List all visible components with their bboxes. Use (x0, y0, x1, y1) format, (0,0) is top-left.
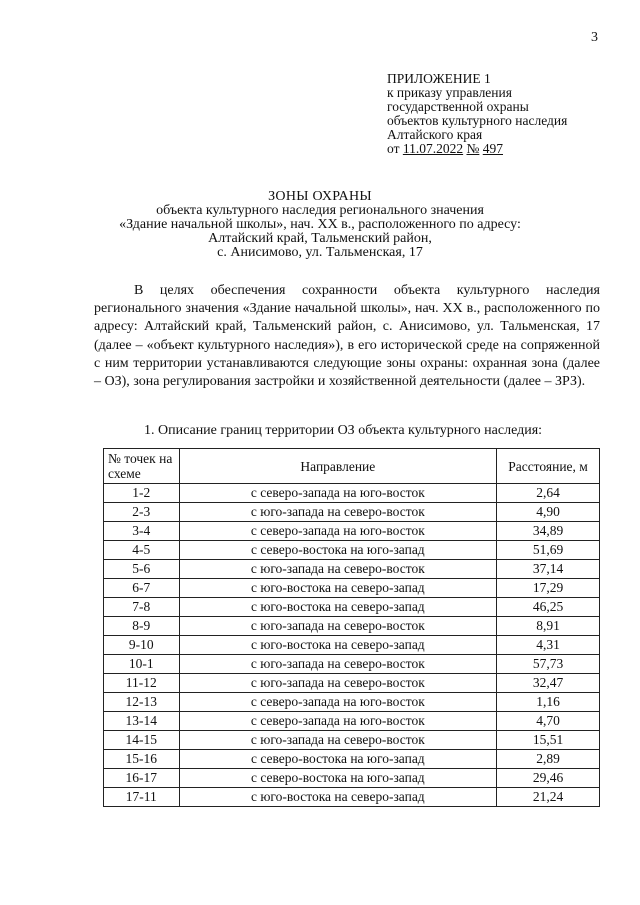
cell-direction: с юго-востока на северо-запад (179, 579, 496, 598)
appendix-title: ПРИЛОЖЕНИЕ 1 (387, 71, 491, 86)
cell-distance: 46,25 (497, 598, 600, 617)
cell-distance: 1,16 (497, 693, 600, 712)
cell-points: 4-5 (104, 541, 180, 560)
title-line: Алтайский край, Тальменский район, (208, 231, 432, 246)
document-title (0, 190, 640, 260)
cell-distance: 4,31 (497, 636, 600, 655)
cell-points: 5-6 (104, 560, 180, 579)
cell-distance: 15,51 (497, 731, 600, 750)
table-row (104, 598, 600, 617)
cell-direction: с юго-востока на северо-запад (179, 788, 496, 807)
cell-points: 11-12 (104, 674, 180, 693)
cell-direction: с северо-запада на юго-восток (179, 693, 496, 712)
cell-points: 14-15 (104, 731, 180, 750)
table-row (104, 712, 600, 731)
appendix-block (387, 72, 567, 156)
appendix-date-line (387, 142, 567, 156)
cell-distance: 4,90 (497, 503, 600, 522)
header-points: № точек на схеме (104, 449, 180, 484)
cell-direction: с юго-востока на северо-запад (179, 636, 496, 655)
paragraph-text: В целях обеспечения сохранности объекта культурного наследия регионального значения «Здание начальной школы», нач. XX в., расположенного по адресу: Алтайский край, Тальменский район, с. Анисимово, ул. Тальменская, 17 (далее – «объект культурного наследия»), в его исторической среде на сопряженной с ним территории устанавливаются следующие зоны охраны: охранная зона (далее – ОЗ), зона регулирования застройки и хозяйственной деятельности (далее – ЗРЗ). (94, 283, 600, 390)
table-row (104, 731, 600, 750)
cell-points: 7-8 (104, 598, 180, 617)
appendix-line: Алтайского края (387, 127, 483, 142)
header-direction: Направление (179, 449, 496, 484)
cell-direction: с северо-запада на юго-восток (179, 522, 496, 541)
cell-direction: с северо-востока на юго-запад (179, 541, 496, 560)
title-line: с. Анисимово, ул. Тальменская, 17 (217, 245, 423, 260)
table-row (104, 484, 600, 503)
cell-points: 12-13 (104, 693, 180, 712)
page-number: 3 (591, 30, 598, 45)
cell-direction: с юго-запада на северо-восток (179, 503, 496, 522)
cell-points: 10-1 (104, 655, 180, 674)
table-row (104, 503, 600, 522)
cell-direction: с юго-запада на северо-восток (179, 731, 496, 750)
cell-distance: 57,73 (497, 655, 600, 674)
table-header-row (104, 449, 600, 484)
table-row (104, 674, 600, 693)
cell-direction: с северо-востока на юго-запад (179, 769, 496, 788)
cell-direction: с юго-востока на северо-запад (179, 598, 496, 617)
title-heading: ЗОНЫ ОХРАНЫ (268, 189, 372, 204)
table-row (104, 560, 600, 579)
table-row (104, 541, 600, 560)
cell-points: 13-14 (104, 712, 180, 731)
cell-direction: с северо-запада на юго-восток (179, 712, 496, 731)
cell-distance: 34,89 (497, 522, 600, 541)
title-line: объекта культурного наследия регионального значения (156, 203, 484, 218)
cell-points: 8-9 (104, 617, 180, 636)
cell-direction: с юго-запада на северо-восток (179, 617, 496, 636)
order-number: 497 (482, 141, 503, 156)
date-prefix: от (387, 141, 400, 156)
appendix-line: к приказу управления (387, 85, 512, 100)
table-row (104, 788, 600, 807)
cell-points: 6-7 (104, 579, 180, 598)
table-row (104, 617, 600, 636)
table-row (104, 769, 600, 788)
cell-distance: 4,70 (497, 712, 600, 731)
cell-points: 17-11 (104, 788, 180, 807)
cell-distance: 2,89 (497, 750, 600, 769)
cell-points: 1-2 (104, 484, 180, 503)
cell-points: 16-17 (104, 769, 180, 788)
cell-direction: с северо-запада на юго-восток (179, 484, 496, 503)
header-distance: Расстояние, м (497, 449, 600, 484)
cell-direction: с юго-запада на северо-восток (179, 674, 496, 693)
cell-points: 3-4 (104, 522, 180, 541)
appendix-line: объектов культурного наследия (387, 113, 568, 128)
table-row (104, 693, 600, 712)
title-line: «Здание начальной школы», нач. XX в., расположенного по адресу: (119, 217, 521, 232)
cell-distance: 51,69 (497, 541, 600, 560)
number-prefix: № (466, 141, 480, 156)
table-row (104, 655, 600, 674)
cell-distance: 29,46 (497, 769, 600, 788)
cell-direction: с юго-запада на северо-восток (179, 655, 496, 674)
table-row (104, 579, 600, 598)
cell-direction: с юго-запада на северо-восток (179, 560, 496, 579)
cell-direction: с северо-востока на юго-запад (179, 750, 496, 769)
intro-paragraph (94, 282, 600, 391)
cell-distance: 8,91 (497, 617, 600, 636)
cell-distance: 21,24 (497, 788, 600, 807)
cell-distance: 32,47 (497, 674, 600, 693)
table-row (104, 750, 600, 769)
cell-points: 2-3 (104, 503, 180, 522)
appendix-line: государственной охраны (387, 99, 529, 114)
table-row (104, 636, 600, 655)
section-title: 1. Описание границ территории ОЗ объекта культурного наследия: (144, 423, 543, 438)
cell-distance: 2,64 (497, 484, 600, 503)
cell-distance: 37,14 (497, 560, 600, 579)
cell-points: 9-10 (104, 636, 180, 655)
boundary-table (103, 448, 600, 807)
cell-points: 15-16 (104, 750, 180, 769)
table-row (104, 522, 600, 541)
order-date: 11.07.2022 (402, 141, 464, 156)
cell-distance: 17,29 (497, 579, 600, 598)
